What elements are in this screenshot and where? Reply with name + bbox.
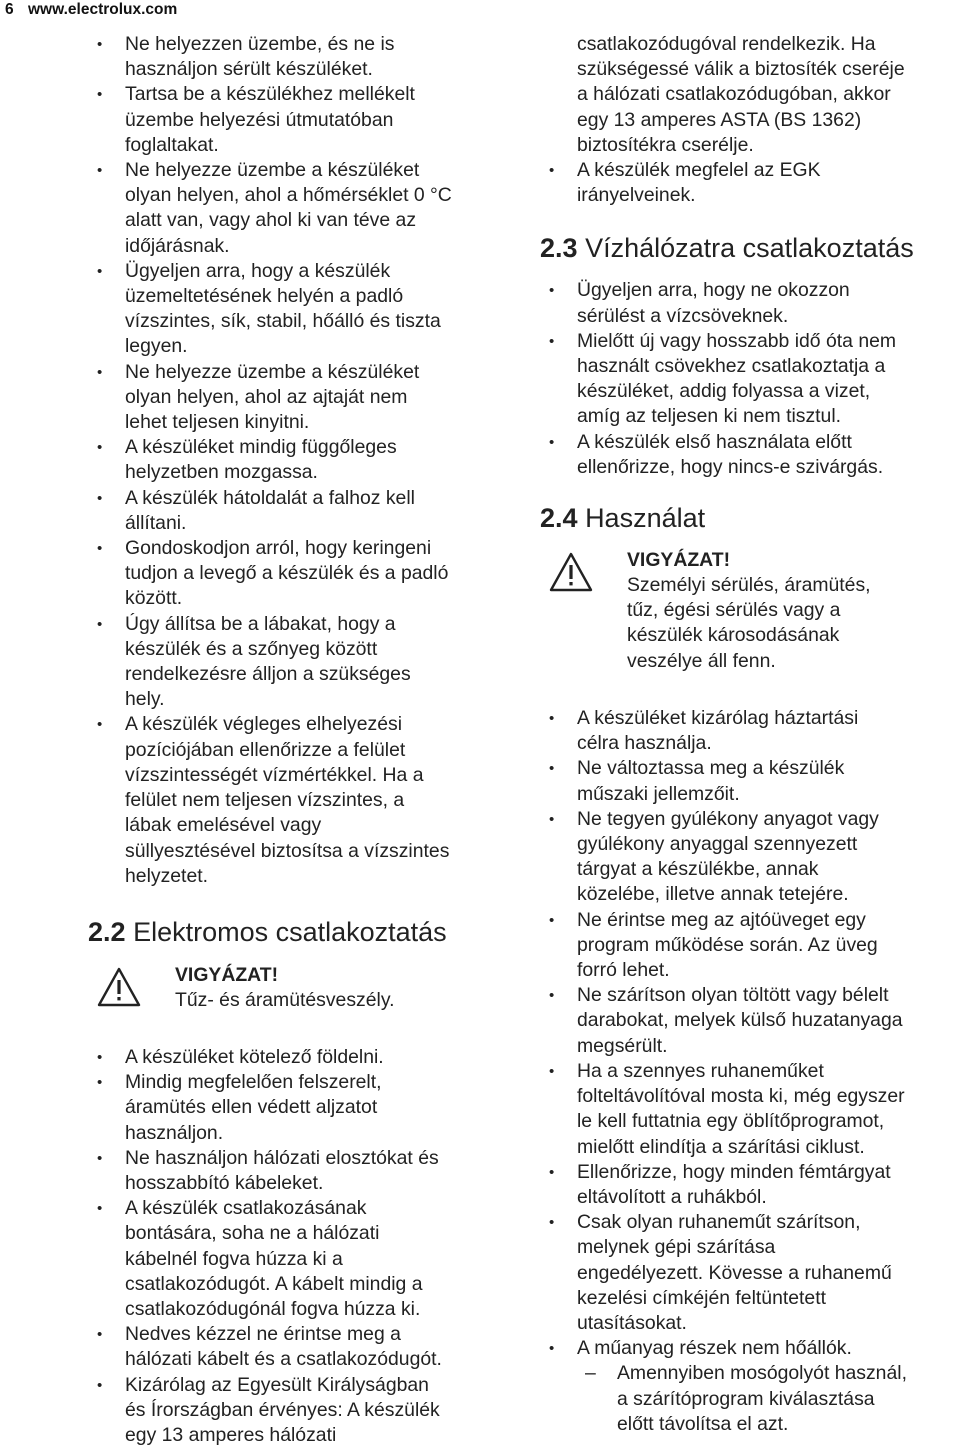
left-column <box>88 32 513 1448</box>
section-2-3-heading <box>540 232 958 264</box>
continued-paragraph: csatlakozódugóval rendelkezik. Ha szükségessé válik a biztosíték cseréje a hálózati csatlakozódugóban, akkor egy 13 amperes ASTA (BS 1362) biztosítékra cserélje. <box>577 33 905 156</box>
page-number: 6 <box>5 1 14 18</box>
section-title: Vízhálózatra csatlakoztatás <box>585 233 914 264</box>
list-item: – Amennyiben mosógolyót használ, a szárítóprogram kiválasztása előtt távolítsa el azt. <box>540 1361 958 1437</box>
list-item: • A készülék megfelel az EGK irányelveinek. <box>540 158 958 208</box>
list-item: • Ügyeljen arra, hogy a készülék üzemeltetésének helyén a padló vízszintes, sík, stabil, hőálló és tiszta legyen. <box>88 259 513 360</box>
list-item: • Mindig megfelelően felszerelt, áramütés ellen védett aljzatot használjon. <box>88 1070 513 1146</box>
list-item: • A készülék csatlakozásának bontására, soha ne a hálózati kábelnél fogva húzza ki a csatlakozódugót. A kábelt mindig a csatlakozódugónál fogva húzza ki. <box>88 1196 513 1322</box>
list-item: • Ellenőrizze, hogy minden fémtárgyat eltávolított a ruhákból. <box>540 1160 958 1210</box>
list-item: • A készülék hátoldalát a falhoz kell állítani. <box>88 486 513 536</box>
warning-title: VIGYÁZAT! <box>627 549 731 572</box>
right-column <box>540 32 958 1437</box>
right-continuation <box>540 32 958 158</box>
section-2-4-heading <box>540 502 958 534</box>
list-item: • Úgy állítsa be a lábakat, hogy a készülék és a szőnyeg között rendelkezésre álljon a szükséges hely. <box>88 612 513 713</box>
list-item: • A készüléket kizárólag háztartási célra használja. <box>540 706 958 756</box>
list-item: • A készüléket mindig függőleges helyzetben mozgassa. <box>88 435 513 485</box>
warning-text: Tűz- és áramütésveszély. <box>175 988 395 1011</box>
list-item: • Gondoskodjon arról, hogy keringeni tudjon a levegő a készülék és a padló között. <box>88 536 513 612</box>
site-url: www.electrolux.com <box>28 1 178 18</box>
right-bullet-list-bottom <box>540 706 958 1361</box>
list-item: • Ne használjon hálózati elosztókat és hosszabbító kábeleket. <box>88 1146 513 1196</box>
section-2-2-heading <box>88 916 513 948</box>
list-item: • Ne helyezze üzembe a készüléket olyan helyen, ahol az ajtaját nem lehet teljesen kinyitni. <box>88 360 513 436</box>
warning-triangle-icon <box>97 967 141 1007</box>
list-item: • Ha a szennyes ruhaneműket folteltávolítóval mosta ki, még egyszer le kell futtatnia egy öblítőprogramot, mielőtt elindítja a szárítási ciklust. <box>540 1059 958 1160</box>
list-item: • Ne tegyen gyúlékony anyagot vagy gyúlékony anyaggal szennyezett tárgyat a készülékbe, annak közelébe, illetve annak tetejére. <box>540 807 958 908</box>
warning-triangle-icon <box>549 552 593 592</box>
list-item: • A műanyag részek nem hőállók. <box>540 1336 958 1361</box>
warning-block-usage <box>540 548 958 706</box>
list-item: • Ne változtassa meg a készülék műszaki jellemzőit. <box>540 756 958 806</box>
list-item: • A készülék első használata előtt ellenőrizze, hogy nincs-e szivárgás. <box>540 430 958 480</box>
warning-text: Személyi sérülés, áramütés, tűz, égési sérülés vagy a készülék károsodásának veszélye áll fenn. <box>627 574 871 672</box>
list-item: • Tartsa be a készülékhez mellékelt üzembe helyezési útmutatóban foglaltakat. <box>88 82 513 158</box>
list-item: • Ne helyezzen üzembe, és ne is használjon sérült készüléket. <box>88 32 513 82</box>
left-bullet-list-bottom <box>88 1045 513 1448</box>
list-item: • Ne helyezze üzembe a készüléket olyan helyen, ahol a hőmérséklet 0 °C alatt van, vagy ahol ki van téve az időjárásnak. <box>88 158 513 259</box>
right-sub-bullet-list <box>540 1361 958 1437</box>
list-item: • Csak olyan ruhaneműt szárítson, melynek gépi szárítása engedélyezett. Kövesse a ruhanemű kezelési címkéjén feltüntetett utasításokat. <box>540 1210 958 1336</box>
list-item: • Kizárólag az Egyesült Királyságban és Írországban érvényes: A készülék egy 13 amperes hálózati <box>88 1373 513 1448</box>
section-number: 2.3 <box>540 233 578 264</box>
list-item: • Ne érintse meg az ajtóüveget egy program működése során. Az üveg forró lehet. <box>540 908 958 984</box>
section-title: Használat <box>585 503 706 534</box>
list-item: • A készüléket kötelező földelni. <box>88 1045 513 1070</box>
section-number: 2.4 <box>540 503 578 534</box>
section-number: 2.2 <box>88 916 126 947</box>
list-item: • Ügyeljen arra, hogy ne okozzon sérülést a vízcsöveknek. <box>540 278 958 328</box>
section-title: Elektromos csatlakoztatás <box>133 916 447 947</box>
list-item: • Ne szárítson olyan töltött vagy bélelt darabokat, melyek külső huzatanyaga megsérült. <box>540 983 958 1059</box>
warning-title: VIGYÁZAT! <box>175 963 279 986</box>
page-header <box>0 0 960 22</box>
list-item: • A készülék végleges elhelyezési pozíciójában ellenőrizze a felület vízszintességét vízmértékkel. Ha a felület nem teljesen vízszintes, a lábak emelésével vagy süllyesztésével biztosítsa a vízszintes helyzetet. <box>88 712 513 888</box>
right-bullet-list-top <box>540 158 958 208</box>
list-item: • Mielőtt új vagy hosszabb idő óta nem használt csövekhez csatlakoztatja a készüléket, addig folyassa a vizet, amíg az teljesen ki nem tisztul. <box>540 329 958 430</box>
left-bullet-list-top <box>88 32 513 889</box>
warning-block-electrical <box>88 963 513 1045</box>
right-bullet-list-mid <box>540 278 958 480</box>
list-item: • Nedves kézzel ne érintse meg a hálózati kábelt és a csatlakozódugót. <box>88 1322 513 1372</box>
